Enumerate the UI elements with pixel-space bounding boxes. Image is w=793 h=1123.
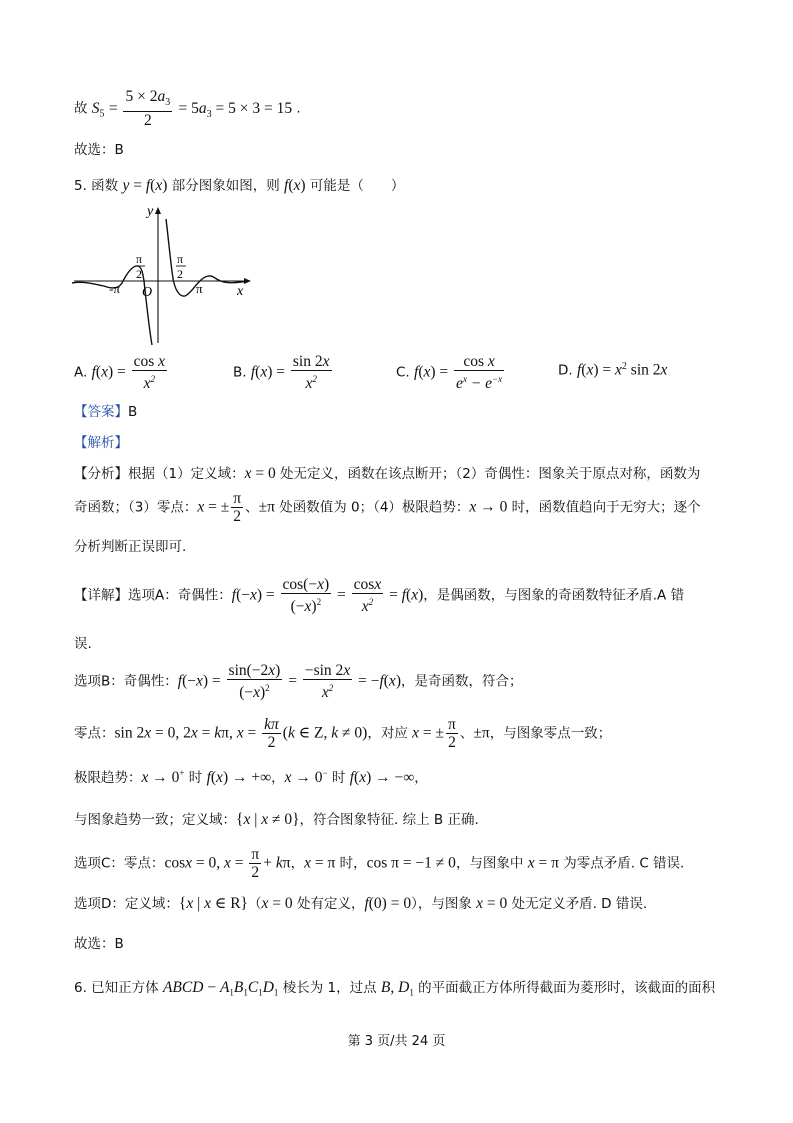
pi-label: π bbox=[196, 281, 203, 296]
svg-text:2: 2 bbox=[136, 267, 142, 281]
solution-line-s5 bbox=[74, 88, 301, 129]
page-footer: 第 3 页/共 24 页 bbox=[347, 1034, 446, 1049]
analysis-line-3: 分析判断正误即可. bbox=[74, 539, 187, 555]
choice-line-1: 故选：B bbox=[74, 142, 124, 158]
y-axis-label: y bbox=[147, 204, 154, 219]
neg-pi-label: -π bbox=[109, 281, 120, 296]
origin-label: O bbox=[142, 285, 153, 300]
y-axis-arrow bbox=[155, 207, 161, 214]
option-b: B. f(x) = $\frac{\sin 2x}{x^2}$ bbox=[233, 353, 330, 393]
option-a: A. f(x) = $\frac{\text{cos x}}{x^2}$ bbox=[74, 353, 166, 393]
svg-text:π: π bbox=[136, 252, 143, 266]
answer-tag: 【答案】 bbox=[74, 404, 128, 420]
detail-option-a-line-2: 误. bbox=[74, 636, 92, 652]
answer-value: B bbox=[128, 404, 138, 420]
l1-period: . bbox=[296, 100, 301, 117]
x-axis-label: x bbox=[237, 284, 244, 299]
question-6-stem: 6. 已知正方体 ABCD − $A_1B_1C_1D_1$ 棱长为 1，过点 B, $D_1$ 的平面截正方体所得截面为菱形时，该截面的面积 bbox=[74, 979, 716, 998]
analysis-line-2: 奇函数；（3）零点：x = ± $\frac{\pi}{2}$ 、±π 处函数值为 0；（4）极限趋势：x → 0 时，函数值趋向于无穷大；逐个 bbox=[74, 490, 701, 525]
detail-option-b-line-2: 零点：sin 2x = 0, 2x = kπ, x = $\frac{k\pi}{2}$ (k ∈ Z, k ≠ 0)，对应 x = ± $\frac{\pi}{2}$ 、±π，与图象零点一致； bbox=[74, 716, 612, 751]
detail-option-b-line-3: 极限趋势：x → 0+ 时 f(x) → +∞，x → 0− 时 f(x) → −∞， bbox=[74, 767, 428, 786]
pi-half-label bbox=[176, 252, 186, 281]
svg-text:π: π bbox=[177, 252, 184, 266]
s5-formula: $S_5$ = $\frac{5 \times 2a_3}{2}$ = $5a_3 = 5 \times 3 = 15$ bbox=[91, 88, 293, 130]
detail-option-d: 选项D：定义域：{x | x ∈ R}（x = 0 处有定义，f(0) = 0），与图象 x = 0 处无定义矛盾. D 错误. bbox=[74, 895, 648, 912]
answer-line bbox=[74, 400, 137, 420]
svg-text:2: 2 bbox=[177, 267, 183, 281]
function-graph bbox=[70, 203, 255, 348]
detail-option-b-line-1: 选项B：奇偶性：f(−x) = $\frac{\sin(-2x)}{(-x)^2}$ = $\frac{-\sin 2x}{x^2}$ = −f(x)，是奇函数，符合； bbox=[74, 662, 523, 702]
analysis-tag: 【解析】 bbox=[74, 435, 128, 451]
final-choice: 故选：B bbox=[74, 936, 124, 952]
detail-option-a-line-1: 【详解】选项A：奇偶性：f(−x) = $\frac{\cos(-x)}{(-x)^2}$ = $\frac{\cos x}{x^2}$ = f(x)，是偶函数，与图象的奇函数特征矛盾.A 错 bbox=[74, 576, 685, 616]
analysis-line-1: 【分析】根据（1）定义域：x = 0 处无定义，函数在该点断开；（2）奇偶性：图象关于原点对称，函数为 bbox=[74, 465, 701, 482]
question-5-stem: 5. 函数 y = f(x) 部分图象如图，则 f(x) 可能是（ ） bbox=[74, 177, 405, 194]
detail-option-c: 选项C：零点：cosx = 0, x = $\frac{\pi}{2}$ + kπ，x = π 时，cos π = −1 ≠ 0，与图象中 x = π 为零点矛盾. C 错误. bbox=[74, 846, 685, 881]
option-d: D. $f(x) = x^2$ sin 2x bbox=[558, 361, 668, 379]
detail-option-b-line-4: 与图象趋势一致；定义域：{x | x ≠ 0}，符合图象特征. 综上 B 正确. bbox=[74, 811, 479, 828]
option-c: C. f(x) = $\frac{\text{cos x}}{e^x - e^{-x}}$ bbox=[396, 353, 503, 393]
l1-prefix: 故 bbox=[74, 100, 88, 117]
